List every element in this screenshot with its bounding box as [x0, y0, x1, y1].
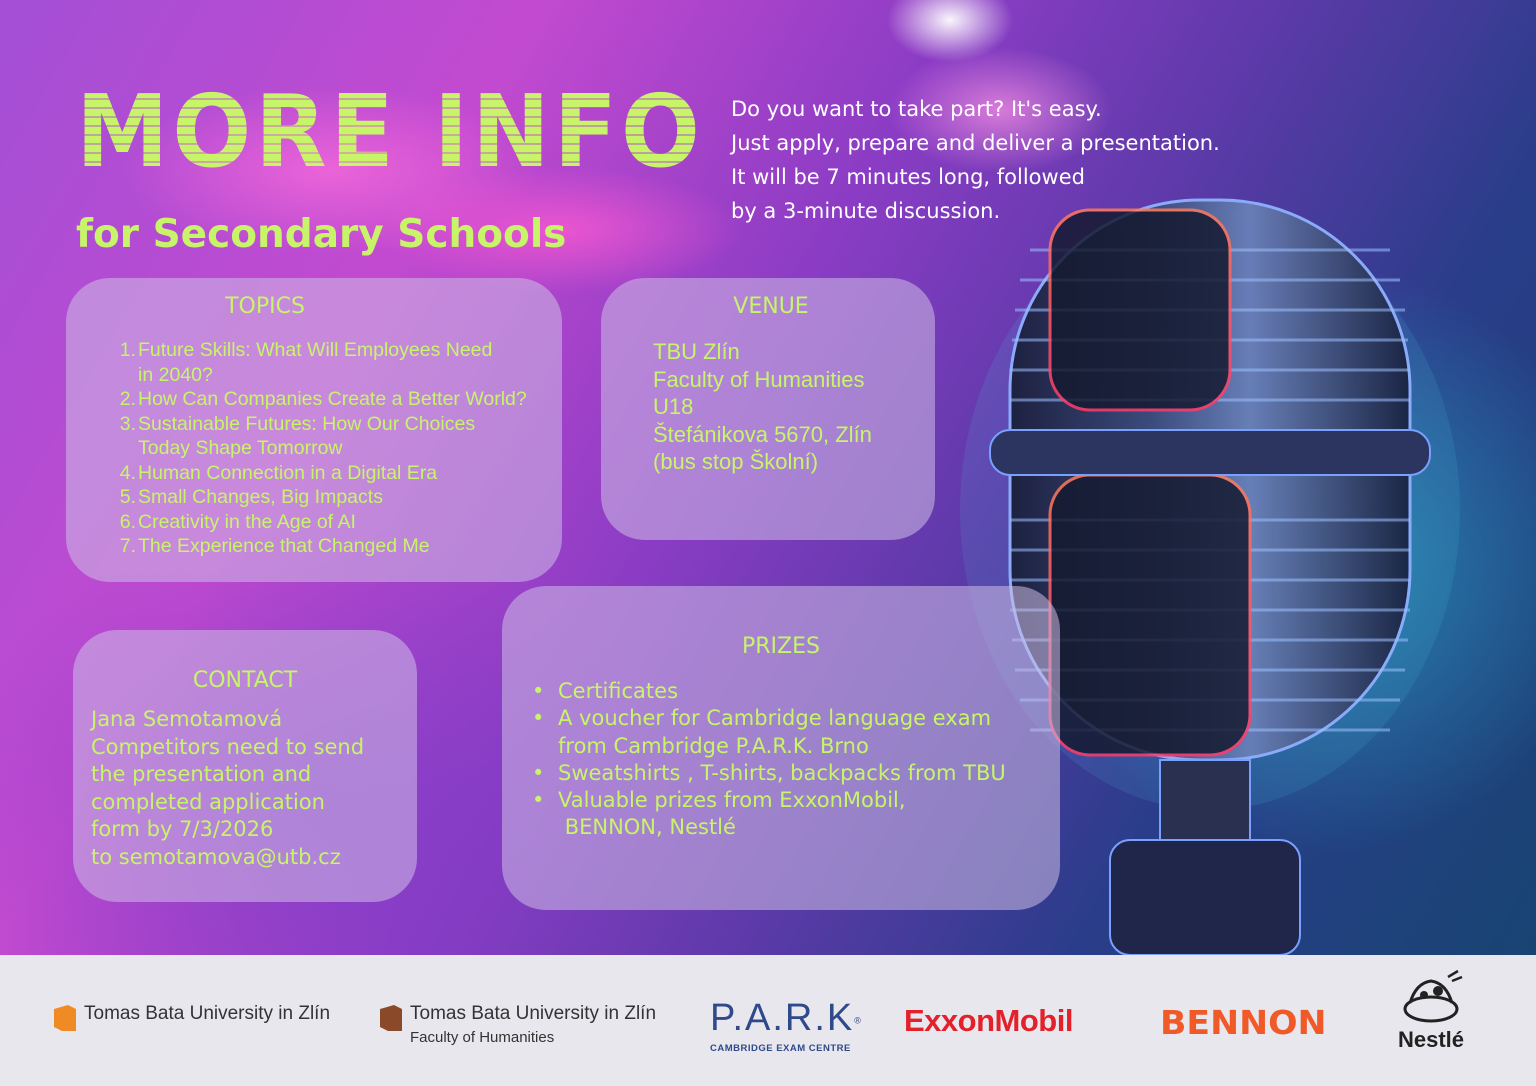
topic-line: Small Changes, Big Impacts	[138, 486, 383, 508]
topic-line: in 2040?	[138, 363, 213, 386]
park-registered: ®	[854, 1015, 861, 1026]
list-number: 4.	[119, 461, 136, 484]
park-name: P.A.R.K	[710, 997, 855, 1039]
fhs-subname: Faculty of Humanities	[410, 1029, 555, 1046]
list-number: 5.	[119, 486, 136, 508]
fhs-logo	[380, 1003, 656, 1046]
topic-line: The Experience that Changed Me	[138, 535, 430, 557]
venue-line: U18	[653, 394, 694, 419]
intro-line: Do you want to take part? It's easy.	[731, 97, 1102, 121]
topics-list	[118, 338, 558, 559]
topics-card	[66, 278, 562, 582]
venue-heading: VENUE	[733, 294, 809, 319]
topic-line: Today Shape Tomorrow	[138, 437, 343, 459]
venue-line: (bus stop Školní)	[653, 449, 819, 474]
park-subname: CAMBRIDGE EXAM CENTRE	[710, 1043, 851, 1054]
prize-line: A voucher for Cambridge language exam	[558, 706, 992, 731]
list-item	[532, 760, 1006, 787]
intro-line: Just apply, prepare and deliver a presentation.	[731, 131, 1220, 155]
contact-text	[91, 706, 364, 871]
contact-card	[73, 630, 417, 902]
nestle-nest-icon	[1396, 969, 1466, 1027]
list-number: 7.	[119, 535, 136, 557]
list-item	[118, 461, 558, 486]
list-number: 3.	[119, 412, 136, 435]
poster-title: MORE INFO	[76, 73, 704, 190]
topic-line: Creativity in the Age of AI	[138, 510, 356, 533]
list-item	[118, 412, 558, 461]
topic-line: Sustainable Futures: How Our Choices	[138, 412, 476, 435]
topic-line: How Can Companies Create a Better World?	[138, 388, 527, 410]
list-item	[118, 485, 558, 510]
list-item	[532, 678, 1006, 705]
poster-subtitle: for Secondary Schools	[76, 212, 567, 257]
bennon-name: BENNON	[1160, 1003, 1327, 1042]
venue-address	[653, 338, 872, 476]
prize-line: BENNON, Nestlé	[564, 815, 736, 840]
nestle-logo	[1396, 969, 1466, 1053]
exxonmobil-logo	[904, 1003, 1073, 1039]
tbu-name: Tomas Bata University in Zlín	[84, 1003, 331, 1024]
list-item	[532, 787, 1006, 842]
contact-line: completed application	[91, 789, 325, 814]
prizes-card	[502, 586, 1060, 910]
tbu-logo	[54, 1003, 330, 1031]
prize-line: Certificates	[558, 679, 679, 703]
prizes-heading: PRIZES	[742, 634, 820, 659]
venue-line: Faculty of Humanities	[653, 366, 865, 392]
contact-heading: CONTACT	[192, 668, 298, 693]
venue-card	[601, 278, 935, 540]
bullet-icon: •	[532, 788, 545, 813]
bullet-icon: •	[532, 706, 545, 731]
topic-line: Future Skills: What Will Employees Need	[138, 339, 493, 361]
list-item	[118, 510, 558, 535]
park-logo	[710, 999, 861, 1054]
list-number: 6.	[119, 510, 136, 533]
list-number: 1.	[119, 339, 136, 361]
topics-heading: TOPICS	[225, 294, 305, 319]
topic-line: Human Connection in a Digital Era	[138, 461, 438, 484]
list-item	[118, 534, 558, 559]
bullet-icon: •	[532, 679, 545, 703]
bullet-icon: •	[532, 760, 545, 785]
contact-email[interactable]: to semotamova@utb.cz	[91, 844, 341, 869]
tbu-logo-icon	[54, 1005, 76, 1031]
nestle-name: Nestlé	[1397, 1027, 1465, 1052]
prize-line: Valuable prizes from ExxonMobil,	[558, 788, 906, 813]
exxonmobil-name: ExxonMobil	[904, 1003, 1073, 1038]
bennon-logo	[1160, 1003, 1327, 1042]
prizes-list	[532, 678, 1006, 842]
contact-line: Jana Semotamová	[91, 707, 283, 731]
intro-line: by a 3-minute discussion.	[731, 199, 1001, 223]
list-item	[532, 705, 1006, 760]
list-item	[118, 338, 558, 387]
intro-line: It will be 7 minutes long, followed	[731, 165, 1085, 189]
prize-line: from Cambridge P.A.R.K. Brno	[558, 733, 869, 758]
venue-line: TBU Zlín	[653, 339, 740, 364]
fhs-name: Tomas Bata University in Zlín	[410, 1003, 657, 1024]
contact-line: form by 7/3/2026	[91, 817, 274, 841]
contact-line: Competitors need to send	[91, 734, 365, 759]
venue-line: Štefánikova 5670, Zlín	[653, 421, 872, 447]
sponsor-footer	[0, 955, 1536, 1086]
list-item	[118, 387, 558, 412]
fhs-logo-icon	[380, 1005, 402, 1031]
list-number: 2.	[119, 388, 136, 410]
contact-line: the presentation and	[91, 762, 312, 786]
prize-line: Sweatshirts , T-shirts, backpacks from TBU	[558, 760, 1006, 785]
